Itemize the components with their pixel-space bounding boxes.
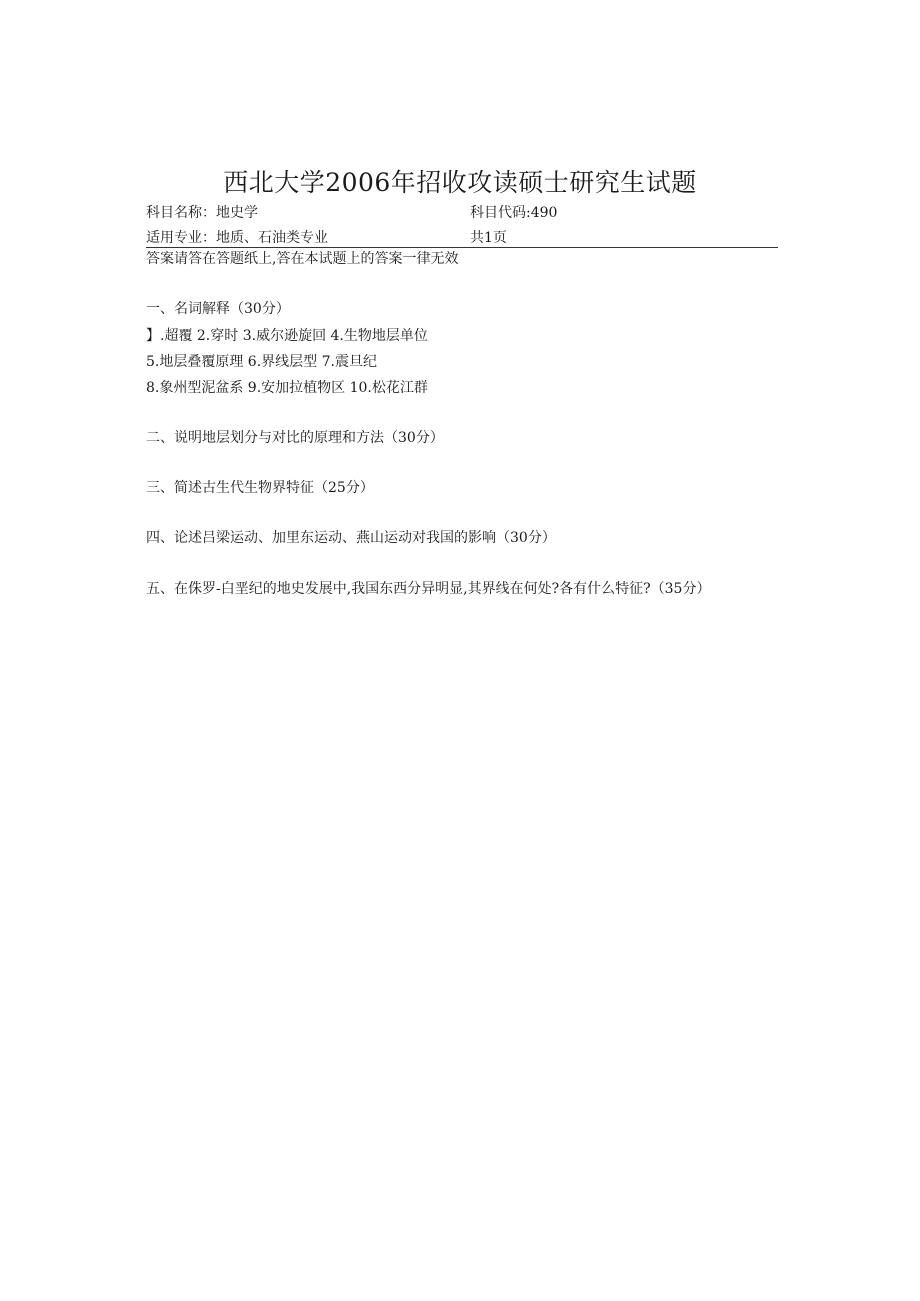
answer-notice: 答案请答在答题纸上,答在本试题上的答案一律无效: [146, 251, 459, 267]
question-3: 三、简述古生代生物界特征（25分）: [146, 480, 374, 496]
subject-code: 科目代码:490: [470, 205, 558, 221]
question-4: 四、论述吕梁运动、加里东运动、燕山运动对我国的影响（30分）: [146, 530, 556, 546]
question-1-terms-line-3: 8.象州型泥盆系 9.安加拉植物区 10.松花江群: [146, 380, 428, 396]
page-count: 共1页: [470, 230, 507, 246]
applicable-majors: 适用专业：地质、石油类专业: [146, 230, 328, 246]
question-1-terms-line-2: 5.地层叠覆原理 6.界线层型 7.震旦纪: [146, 354, 377, 370]
question-1-terms-line-1: 】.超覆 2.穿时 3.威尔逊旋回 4.生物地层单位: [146, 328, 428, 344]
subject-name: 科目名称：地史学: [146, 205, 258, 221]
question-5: 五、在侏罗-白垩纪的地史发展中,我国东西分异明显,其界线在何处?各有什么特征?（35分）: [146, 581, 711, 597]
question-1-heading: 一、名词解释（30分）: [146, 301, 290, 317]
question-2: 二、说明地层划分与对比的原理和方法（30分）: [146, 430, 444, 446]
header-rule: [146, 247, 778, 248]
exam-title: 西北大学2006年招收攻读硕士研究生试题: [223, 168, 697, 197]
